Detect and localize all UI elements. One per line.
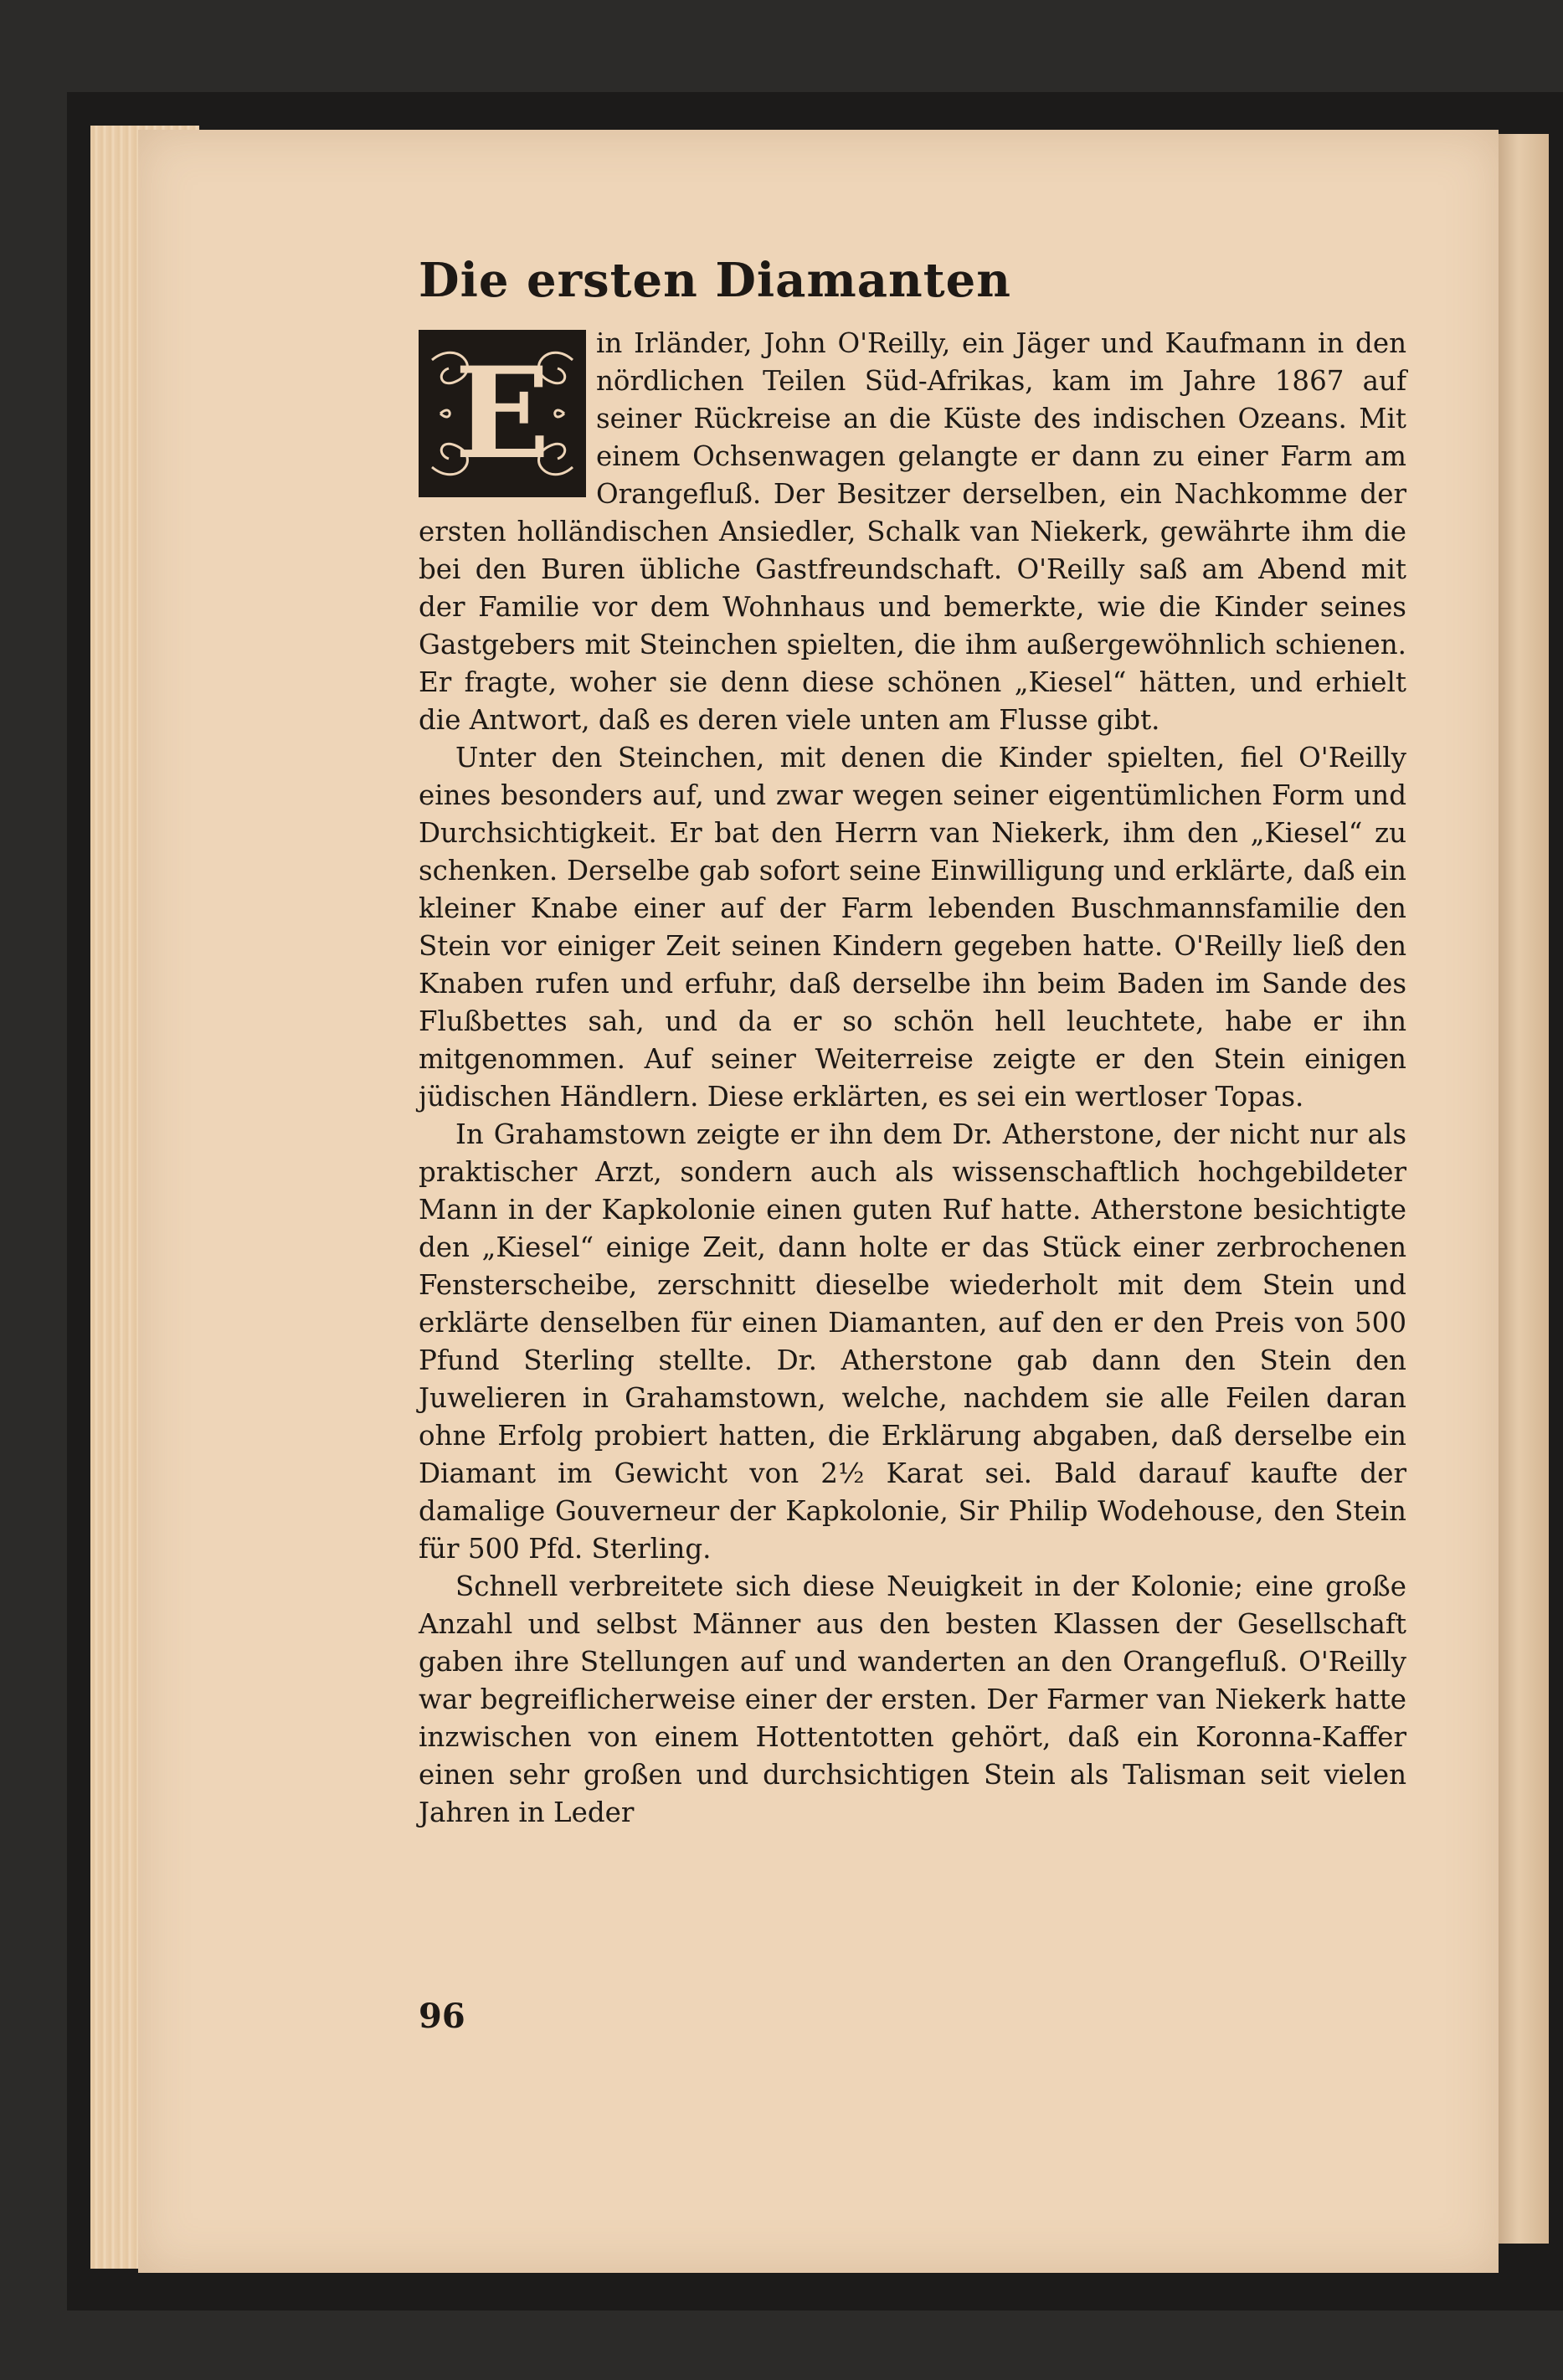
- paragraph: Unter den Steinchen, mit denen die Kinder spielten, fiel O'Reilly eines besonders auf, und zwar wegen seiner eigentümlichen Form und Durchsichtigkeit. Er bat den Herrn van Niekerk, ihm den „Kiesel“ zu schenken. Derselbe gab sofort seine Einwilligung und erklärte, daß ein kleiner Knabe einer auf der Farm lebenden Buschmannsfamilie den Stein vor einiger Zeit seinen Kindern gegeben hatte. O'Reilly ließ den Knaben rufen und erfuhr, daß derselbe ihn beim Baden im Sande des Flußbettes sah, und da er so schön hell leuchtete, habe er ihn mitgenommen. Auf seiner Weiterreise zeigte er den Stein einigen jüdischen Händlern. Diese erklärten, es sei ein wertloser Topas.: [419, 742, 1406, 1113]
- page-content: [419, 251, 1406, 1832]
- right-page-edge: [1499, 134, 1549, 2244]
- first-paragraph-text: in Irländer, John O'Reilly, ein Jäger und Kaufmann in den nördlichen Teilen Süd-Afrikas, kam im Jahre 1867 auf seiner Rückreise an die Küste des indischen Ozeans. Mit einem Ochsenwagen gelangte er dann zu einer Farm am Orangefluß. Der Besitzer derselben, ein Nachkomme der ersten holländischen Ansiedler, Schalk van Niekerk, gewährte ihm die bei den Buren übliche Gastfreundschaft. O'Reilly saß am Abend mit der Familie vor dem Wohnhaus und bemerkte, wie die Kinder seines Gastgebers mit Steinchen spielten, die ihm außergewöhnlich schienen. Er fragte, woher sie denn diese schönen „Kiesel“ hätten, und erhielt die Antwort, daß es deren viele unten am Flusse gibt.: [419, 327, 1406, 736]
- chapter-heading: Die ersten Diamanten: [419, 253, 1011, 308]
- page-number: 96: [419, 1997, 465, 2036]
- dropcap-letter: E: [454, 339, 551, 487]
- first-paragraph: [419, 325, 1406, 739]
- paragraph: In Grahamstown zeigte er ihn dem Dr. Atherstone, der nicht nur als praktischer Arzt, sondern auch als wissenschaftlich hochgebildeter Mann in der Kapkolonie einen guten Ruf hatte. Atherstone besichtigte den „Kiesel“ einige Zeit, dann holte er das Stück einer zerbrochenen Fensterscheibe, zerschnitt dieselbe wiederholt mit dem Stein und erklärte denselben für einen Diamanten, auf den er den Preis von 500 Pfund Sterling stellte. Dr. Atherstone gab dann den Stein den Juwelieren in Grahamstown, welche, nachdem sie alle Feilen daran ohne Erfolg probiert hatten, die Erklärung abgaben, daß derselbe ein Diamant im Gewicht von 2½ Karat sei. Bald darauf kaufte der damalige Gouverneur der Kapkolonie, Sir Philip Wodehouse, den Stein für 500 Pfd. Sterling.: [419, 1118, 1406, 1565]
- ornamental-dropcap: [419, 330, 586, 497]
- body-text: [419, 325, 1406, 1832]
- paragraph: Schnell verbreitete sich diese Neuigkeit in der Kolonie; eine große Anzahl und selbst Männer aus den besten Klassen der Gesellschaft gaben ihre Stellungen auf und wanderten an den Orangefluß. O'Reilly war begreiflicherweise einer der ersten. Der Farmer van Niekerk hatte inzwischen von einem Hottentotten gehört, daß ein Koronna-Kaffer einen sehr großen und durchsichtigen Stein als Talisman seit vielen Jahren in Leder: [419, 1570, 1406, 1828]
